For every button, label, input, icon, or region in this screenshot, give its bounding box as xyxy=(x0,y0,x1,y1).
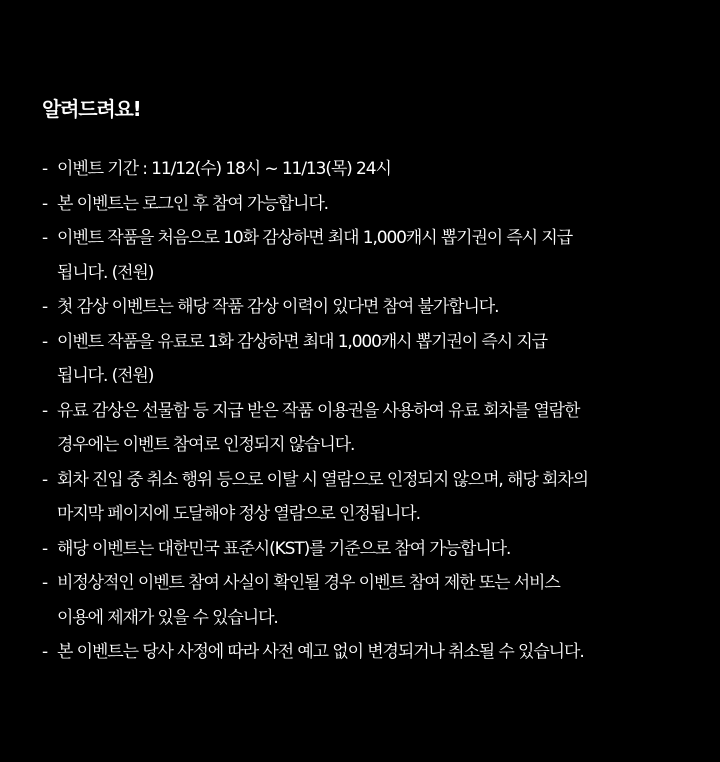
notice-item xyxy=(42,290,692,325)
bullet-dash: - xyxy=(42,331,48,352)
bullet-dash: - xyxy=(42,642,48,662)
notice-item xyxy=(42,566,692,635)
notice-title: 알려드려요! xyxy=(42,97,141,121)
bullet-dash: - xyxy=(42,538,48,559)
notice-item xyxy=(42,532,692,567)
notice-item-text: 첫 감상 이벤트는 해당 작품 감상 이력이 있다면 참여 불가합니다. xyxy=(57,297,499,317)
notice-item-text: 본 이벤트는 당사 사정에 따라 사전 예고 없이 변경되거나 취소될 수 있습니다. xyxy=(57,642,584,662)
notice-item xyxy=(42,221,692,290)
bullet-dash: - xyxy=(42,228,48,248)
notice-section xyxy=(42,90,692,670)
notice-item-text: 비정상적인 이벤트 참여 사실이 확인될 경우 이벤트 참여 제한 또는 서비스 이용에 제재가 있을 수 있습니다. xyxy=(57,573,560,628)
notice-item-text: 회차 진입 중 취소 행위 등으로 이탈 시 열람으로 인정되지 않으며, 해당 회차의 마지막 페이지에 도달해야 정상 열람으로 인정됩니다. xyxy=(57,469,588,524)
notice-item xyxy=(42,325,692,394)
bullet-dash: - xyxy=(42,193,48,214)
notice-item-text: 이벤트 작품을 유료로 1화 감상하면 최대 1,000캐시 뽑기권이 즉시 지급 됩니다. (전원) xyxy=(57,331,547,386)
notice-item-text: 이벤트 기간 : 11/12(수) 18시 ~ 11/13(목) 24시 xyxy=(57,159,391,179)
notice-item xyxy=(42,394,692,463)
bullet-dash: - xyxy=(42,159,48,179)
bullet-dash: - xyxy=(42,297,48,317)
bullet-dash: - xyxy=(42,469,48,490)
notice-item-text: 해당 이벤트는 대한민국 표준시(KST)를 기준으로 참여 가능합니다. xyxy=(57,538,511,559)
notice-item-text: 본 이벤트는 로그인 후 참여 가능합니다. xyxy=(57,193,328,214)
bullet-dash: - xyxy=(42,573,48,593)
notice-item-text: 유료 감상은 선물함 등 지급 받은 작품 이용권을 사용하여 유료 회차를 열람한 경우에는 이벤트 참여로 인정되지 않습니다. xyxy=(57,400,580,455)
bullet-dash: - xyxy=(42,400,48,421)
notice-item xyxy=(42,635,692,670)
notice-item xyxy=(42,463,692,532)
notice-item-text: 이벤트 작품을 처음으로 10화 감상하면 최대 1,000캐시 뽑기권이 즉시 지급 됩니다. (전원) xyxy=(57,228,573,283)
notice-item xyxy=(42,187,692,222)
notice-item xyxy=(42,152,692,187)
notice-list xyxy=(42,152,692,670)
